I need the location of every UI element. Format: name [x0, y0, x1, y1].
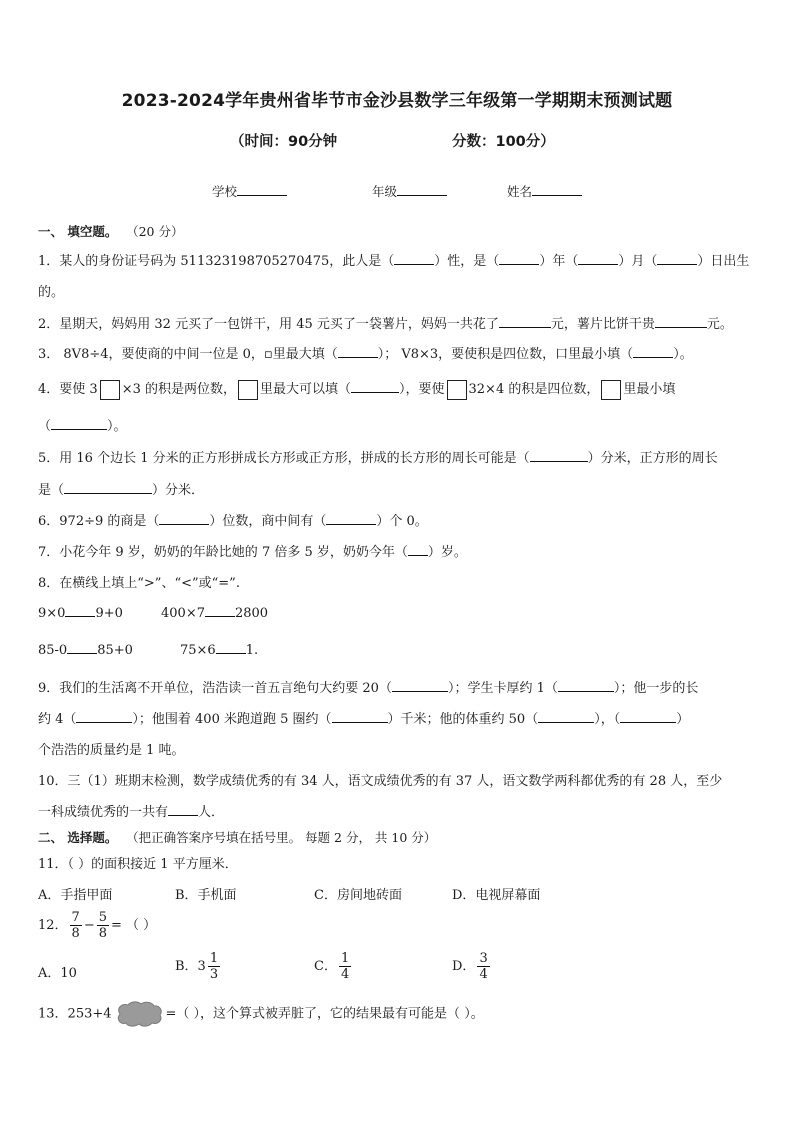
- fraction: $\frac{7}{8}$: [71, 910, 80, 941]
- digit-box[interactable]: [447, 380, 467, 400]
- answer-blank[interactable]: [394, 252, 434, 265]
- question-3: 3． 8Ⅴ8÷4，要使商的中间一位是 0，▫里最大填（ ）； Ⅴ8×3，要使积是四位数，口里最小填（ ）。: [38, 347, 693, 362]
- page-title: 2023-2024学年贵州省毕节市金沙县数学三年级第一学期期末预测试题: [121, 91, 673, 111]
- option-b[interactable]: B．手机面: [175, 888, 237, 903]
- smudge-icon: [114, 1000, 164, 1028]
- school-field[interactable]: [212, 182, 287, 200]
- question-11: 11．（ ）的面积接近 1 平方厘米．: [38, 857, 238, 872]
- answer-blank[interactable]: [392, 679, 448, 692]
- answer-blank[interactable]: [168, 803, 198, 816]
- name-label: 姓名: [507, 184, 533, 199]
- answer-blank[interactable]: [351, 380, 399, 393]
- option-d[interactable]: D． $\frac{3}{4}$: [452, 951, 488, 982]
- question-5: 5．用 16 个边长 1 分米的正方形拼成长方形或正方形，拼成的长方形的周长可能是（ ）分米，正方形的周长: [38, 451, 718, 466]
- answer-blank[interactable]: [76, 710, 132, 723]
- question-9: 9．我们的生活离不开单位，浩浩读一首五言绝句大约要 20（ ）；学生卡厚约 1（ ）；他一步的长: [38, 681, 699, 696]
- answer-blank[interactable]: [332, 710, 388, 723]
- question-8-pair-3: 85-0 85+0: [38, 643, 133, 658]
- answer-blank[interactable]: [538, 710, 594, 723]
- question-13: 13．253+4 =（ ），这个算式被弄脏了，它的结果最有可能是（ ）。: [38, 1000, 484, 1028]
- digit-box[interactable]: [601, 380, 621, 400]
- question-8-pair-1: 9×0 9+0: [38, 606, 123, 621]
- name-field[interactable]: [507, 182, 582, 200]
- answer-blank[interactable]: [499, 315, 551, 328]
- answer-blank[interactable]: [633, 345, 673, 358]
- question-9-cont: 约 4（ ）；他围着 400 米跑道跑 5 圈约（ ）千米；他的体重约 50（ ），（ ）: [38, 712, 690, 727]
- section-fill-in: 一、 填空题。 （20 分）: [38, 224, 184, 239]
- question-8-pair-2: 400×7 2800: [161, 606, 269, 621]
- question-8: 8．在横线上填上“>”、“<”或“=”.: [38, 576, 240, 591]
- time-limit: （时间：90分钟: [230, 134, 338, 150]
- question-10: 10．三（1）班期末检测，数学成绩优秀的有 34 人，语文成绩优秀的有 37 人，语文数学两科都优秀的有 28 人，至少: [38, 774, 723, 789]
- option-a[interactable]: A．10: [38, 966, 77, 981]
- section-multiple-choice: 二、 选择题。 （把正确答案序号填在括号里。 每题 2 分， 共 10 分）: [38, 830, 437, 845]
- answer-blank[interactable]: [408, 543, 428, 556]
- question-4: 4．要使 3 ×3 的积是两位数， 里最大可以填（ ），要使 32×4 的积是四位数， 里最小填: [38, 378, 675, 400]
- question-10-cont: 一科成绩优秀的一共有 人．: [38, 805, 225, 820]
- answer-blank[interactable]: [51, 417, 107, 430]
- answer-blank[interactable]: [65, 604, 95, 617]
- answer-blank[interactable]: [558, 679, 614, 692]
- answer-blank[interactable]: [216, 641, 246, 654]
- question-4-cont: （ ）。: [38, 419, 127, 434]
- digit-box[interactable]: [238, 380, 258, 400]
- total-score: 分数：100分）: [452, 134, 555, 150]
- question-9-cont-2: 个浩浩的质量约是 1 吨。: [38, 743, 185, 758]
- option-b[interactable]: B．3 $\frac{1}{3}$: [175, 951, 219, 982]
- answer-blank[interactable]: [159, 512, 209, 525]
- grade-field[interactable]: [372, 182, 447, 200]
- digit-box[interactable]: [100, 380, 120, 400]
- answer-blank[interactable]: [578, 252, 618, 265]
- question-12: 12． $\frac{7}{8}$ − $\frac{5}{8}$ = （ ）: [38, 910, 157, 941]
- answer-blank[interactable]: [530, 449, 588, 462]
- grade-label: 年级: [372, 184, 398, 199]
- question-6: 6．972÷9 的商是（ ）位数，商中间有（ ）个 0。: [38, 514, 428, 529]
- question-7: 7．小花今年 9 岁，奶奶的年龄比她的 7 倍多 5 岁，奶奶今年（ ）岁。: [38, 545, 467, 560]
- option-d[interactable]: D．电视屏幕面: [452, 888, 541, 903]
- answer-blank[interactable]: [620, 710, 676, 723]
- question-1-cont: 的。: [38, 285, 65, 300]
- question-8-pair-4: 75×6 1.: [180, 643, 259, 658]
- option-a[interactable]: A．手指甲面: [38, 888, 113, 903]
- fraction: $\frac{5}{8}$: [98, 910, 108, 941]
- school-label: 学校: [212, 184, 238, 199]
- answer-blank[interactable]: [657, 252, 697, 265]
- answer-blank[interactable]: [655, 315, 707, 328]
- answer-blank[interactable]: [499, 252, 539, 265]
- question-5-cont: 是（ ）分米．: [38, 483, 205, 498]
- option-c[interactable]: C．房间地砖面: [314, 888, 402, 903]
- answer-blank[interactable]: [338, 345, 378, 358]
- question-1: 1．某人的身份证号码为 511323198705270475，此人是（ ）性，是（ ）年（ ）月（ ）日出生: [38, 254, 750, 269]
- answer-blank[interactable]: [205, 604, 235, 617]
- option-c[interactable]: C． $\frac{1}{4}$: [314, 951, 350, 982]
- answer-blank[interactable]: [67, 641, 97, 654]
- answer-blank[interactable]: [326, 512, 376, 525]
- answer-blank[interactable]: [64, 481, 152, 494]
- question-2: 2．星期天，妈妈用 32 元买了一包饼干，用 45 元买了一袋薯片，妈妈一共花了 元，薯片比饼干贵 元。: [38, 317, 733, 332]
